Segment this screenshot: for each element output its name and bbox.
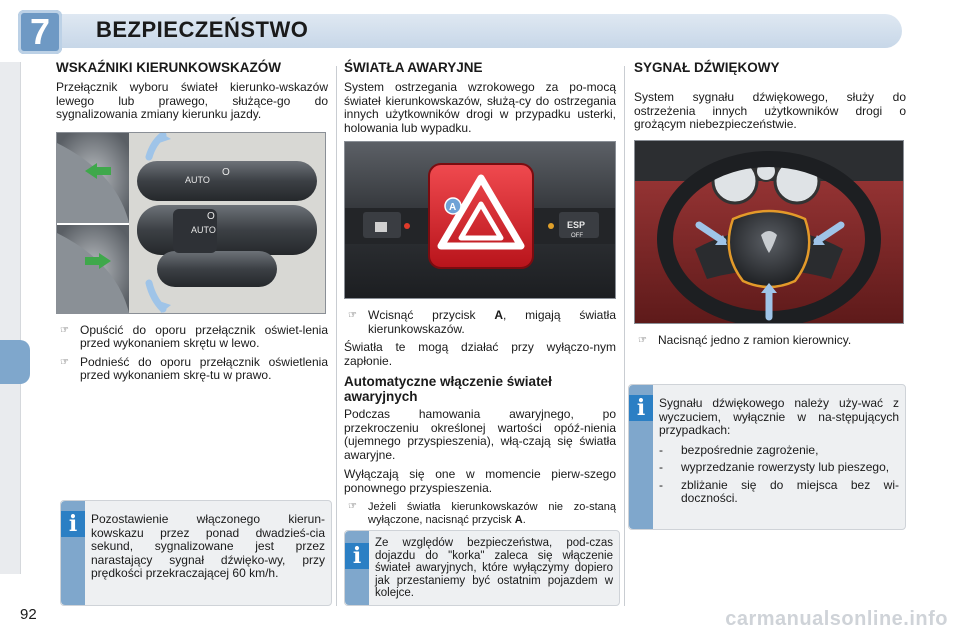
bullet-text: Wcisnąć przycisk A, migają światła kierunkowskazów.	[368, 308, 617, 336]
hazard-illustration	[345, 142, 615, 298]
info-icon: i	[61, 511, 85, 537]
note-text: Światła te mogą działać przy wyłączo-nym zapłonie.	[344, 340, 616, 368]
steering-wheel-image	[634, 140, 904, 324]
watermark: carmanualsonline.info	[725, 608, 948, 630]
steering-wheel-illustration	[635, 141, 903, 323]
info-box	[628, 384, 906, 530]
info-box	[60, 500, 332, 606]
bullet-item	[56, 356, 328, 383]
subsection-text: Wyłączają się one w momencie pierw-szego ponownego przyspieszenia.	[344, 467, 616, 495]
page-number: 92	[20, 606, 37, 623]
subsection-text: Podczas hamowania awaryjnego, po przekroczeniu określonej wartości opóź-nienia (ujemnego przyspieszenia), włą-czają się światła awaryjne.	[344, 407, 616, 462]
bullet-item	[344, 309, 616, 336]
bullet-item	[56, 324, 328, 351]
info-list-item: - bezpośrednie zagrożenie,	[659, 442, 819, 457]
pointing-hand-icon: ☞	[348, 310, 357, 321]
svg-text:AUTO: AUTO	[191, 224, 216, 235]
info-box	[344, 530, 620, 606]
bullet-text: Jeżeli światła kierunkowskazów nie zo-staną wyłączone, nacisnąć przycisk A.	[368, 501, 616, 526]
chapter-side-tab	[0, 340, 30, 384]
hazard-lights-section	[344, 60, 616, 531]
info-icon: i	[629, 395, 653, 421]
bullet-text: Podnieść do oporu przełącznik oświetlenia przed wykonaniem skrę-tu w prawo.	[80, 354, 328, 382]
turn-signal-stalk-image	[56, 132, 326, 314]
info-text: Pozostawienie włączonego kierun-kowskazu przez ponad dwadzieś-cia sekund, sygnalizowane jest przez narastający sygnał dźwięko-wy, przy prędkości przekraczającej 60 km/h.	[91, 512, 325, 580]
svg-text:OFF: OFF	[571, 233, 583, 239]
section-intro: System sygnału dźwiękowego, służy do ostrzeżenia innych użytkowników drogi o grożącym niebezpieczeństwie.	[634, 90, 906, 131]
info-content	[659, 397, 899, 510]
bullet-text: Nacisnąć jedno z ramion kierownicy.	[658, 332, 852, 347]
svg-text:ESP: ESP	[567, 220, 586, 230]
section-intro: Przełącznik wyboru świateł kierunko-wskazów lewego lub prawego, służące-go do sygnalizowania zmiany kierunku jazdy.	[56, 80, 328, 121]
column-divider	[624, 66, 625, 606]
pointing-hand-icon: ☞	[60, 356, 69, 368]
section-heading: ŚWIATŁA AWARYJNE	[344, 60, 483, 75]
subsection-heading: Automatyczne włączenie świateł awaryjnych	[344, 374, 552, 404]
bullet-item	[634, 334, 906, 348]
horn-section	[634, 60, 906, 352]
section-heading: WSKAŹNIKI KIERUNKOWSKAZÓW	[56, 60, 281, 75]
page-title: BEZPIECZEŃSTWO	[96, 17, 309, 42]
bullet-text: Opuścić do oporu przełącznik oświet-lenia przed wykonaniem skrętu w lewo.	[80, 322, 328, 350]
hazard-button-image	[344, 141, 616, 299]
info-list-item: - zbliżanie się do miejsca bez wi-doczności.	[659, 477, 899, 505]
turn-signals-section	[56, 60, 328, 388]
svg-text:O: O	[222, 166, 230, 178]
chapter-number: 7	[18, 10, 62, 54]
svg-text:A: A	[449, 202, 457, 213]
pointing-hand-icon: ☞	[60, 324, 69, 336]
section-intro: System ostrzegania wzrokowego za po-mocą świateł kierunkowskazów, służą-cy do ostrzegania innych użytkowników drogi w przypadku usterki, holowania lub wypadku.	[344, 80, 616, 135]
info-list-item: - wyprzedzanie rowerzysty lub pieszego,	[659, 460, 890, 474]
side-tab-strip	[0, 62, 21, 574]
svg-text:O: O	[207, 210, 215, 222]
pointing-hand-icon: ☞	[348, 501, 357, 512]
stalk-illustration	[57, 133, 325, 313]
bullet-item	[344, 501, 616, 526]
svg-text:AUTO: AUTO	[185, 174, 210, 185]
info-text: Ze względów bezpieczeństwa, pod-czas dojazdu do "korka" zaleca się włączenie świateł awaryjnych, które wyłączymy dopiero jak przestaniemy być ostatnim pojazdem w kolejce.	[375, 537, 613, 600]
section-heading: SYGNAŁ DŹWIĘKOWY	[634, 60, 780, 75]
pointing-hand-icon: ☞	[638, 334, 647, 346]
column-divider	[336, 66, 337, 606]
info-text: Sygnału dźwiękowego należy uży-wać z wyczuciem, wyłącznie w na-stępujących przypadkach:	[659, 396, 899, 437]
info-icon: i	[345, 543, 369, 569]
